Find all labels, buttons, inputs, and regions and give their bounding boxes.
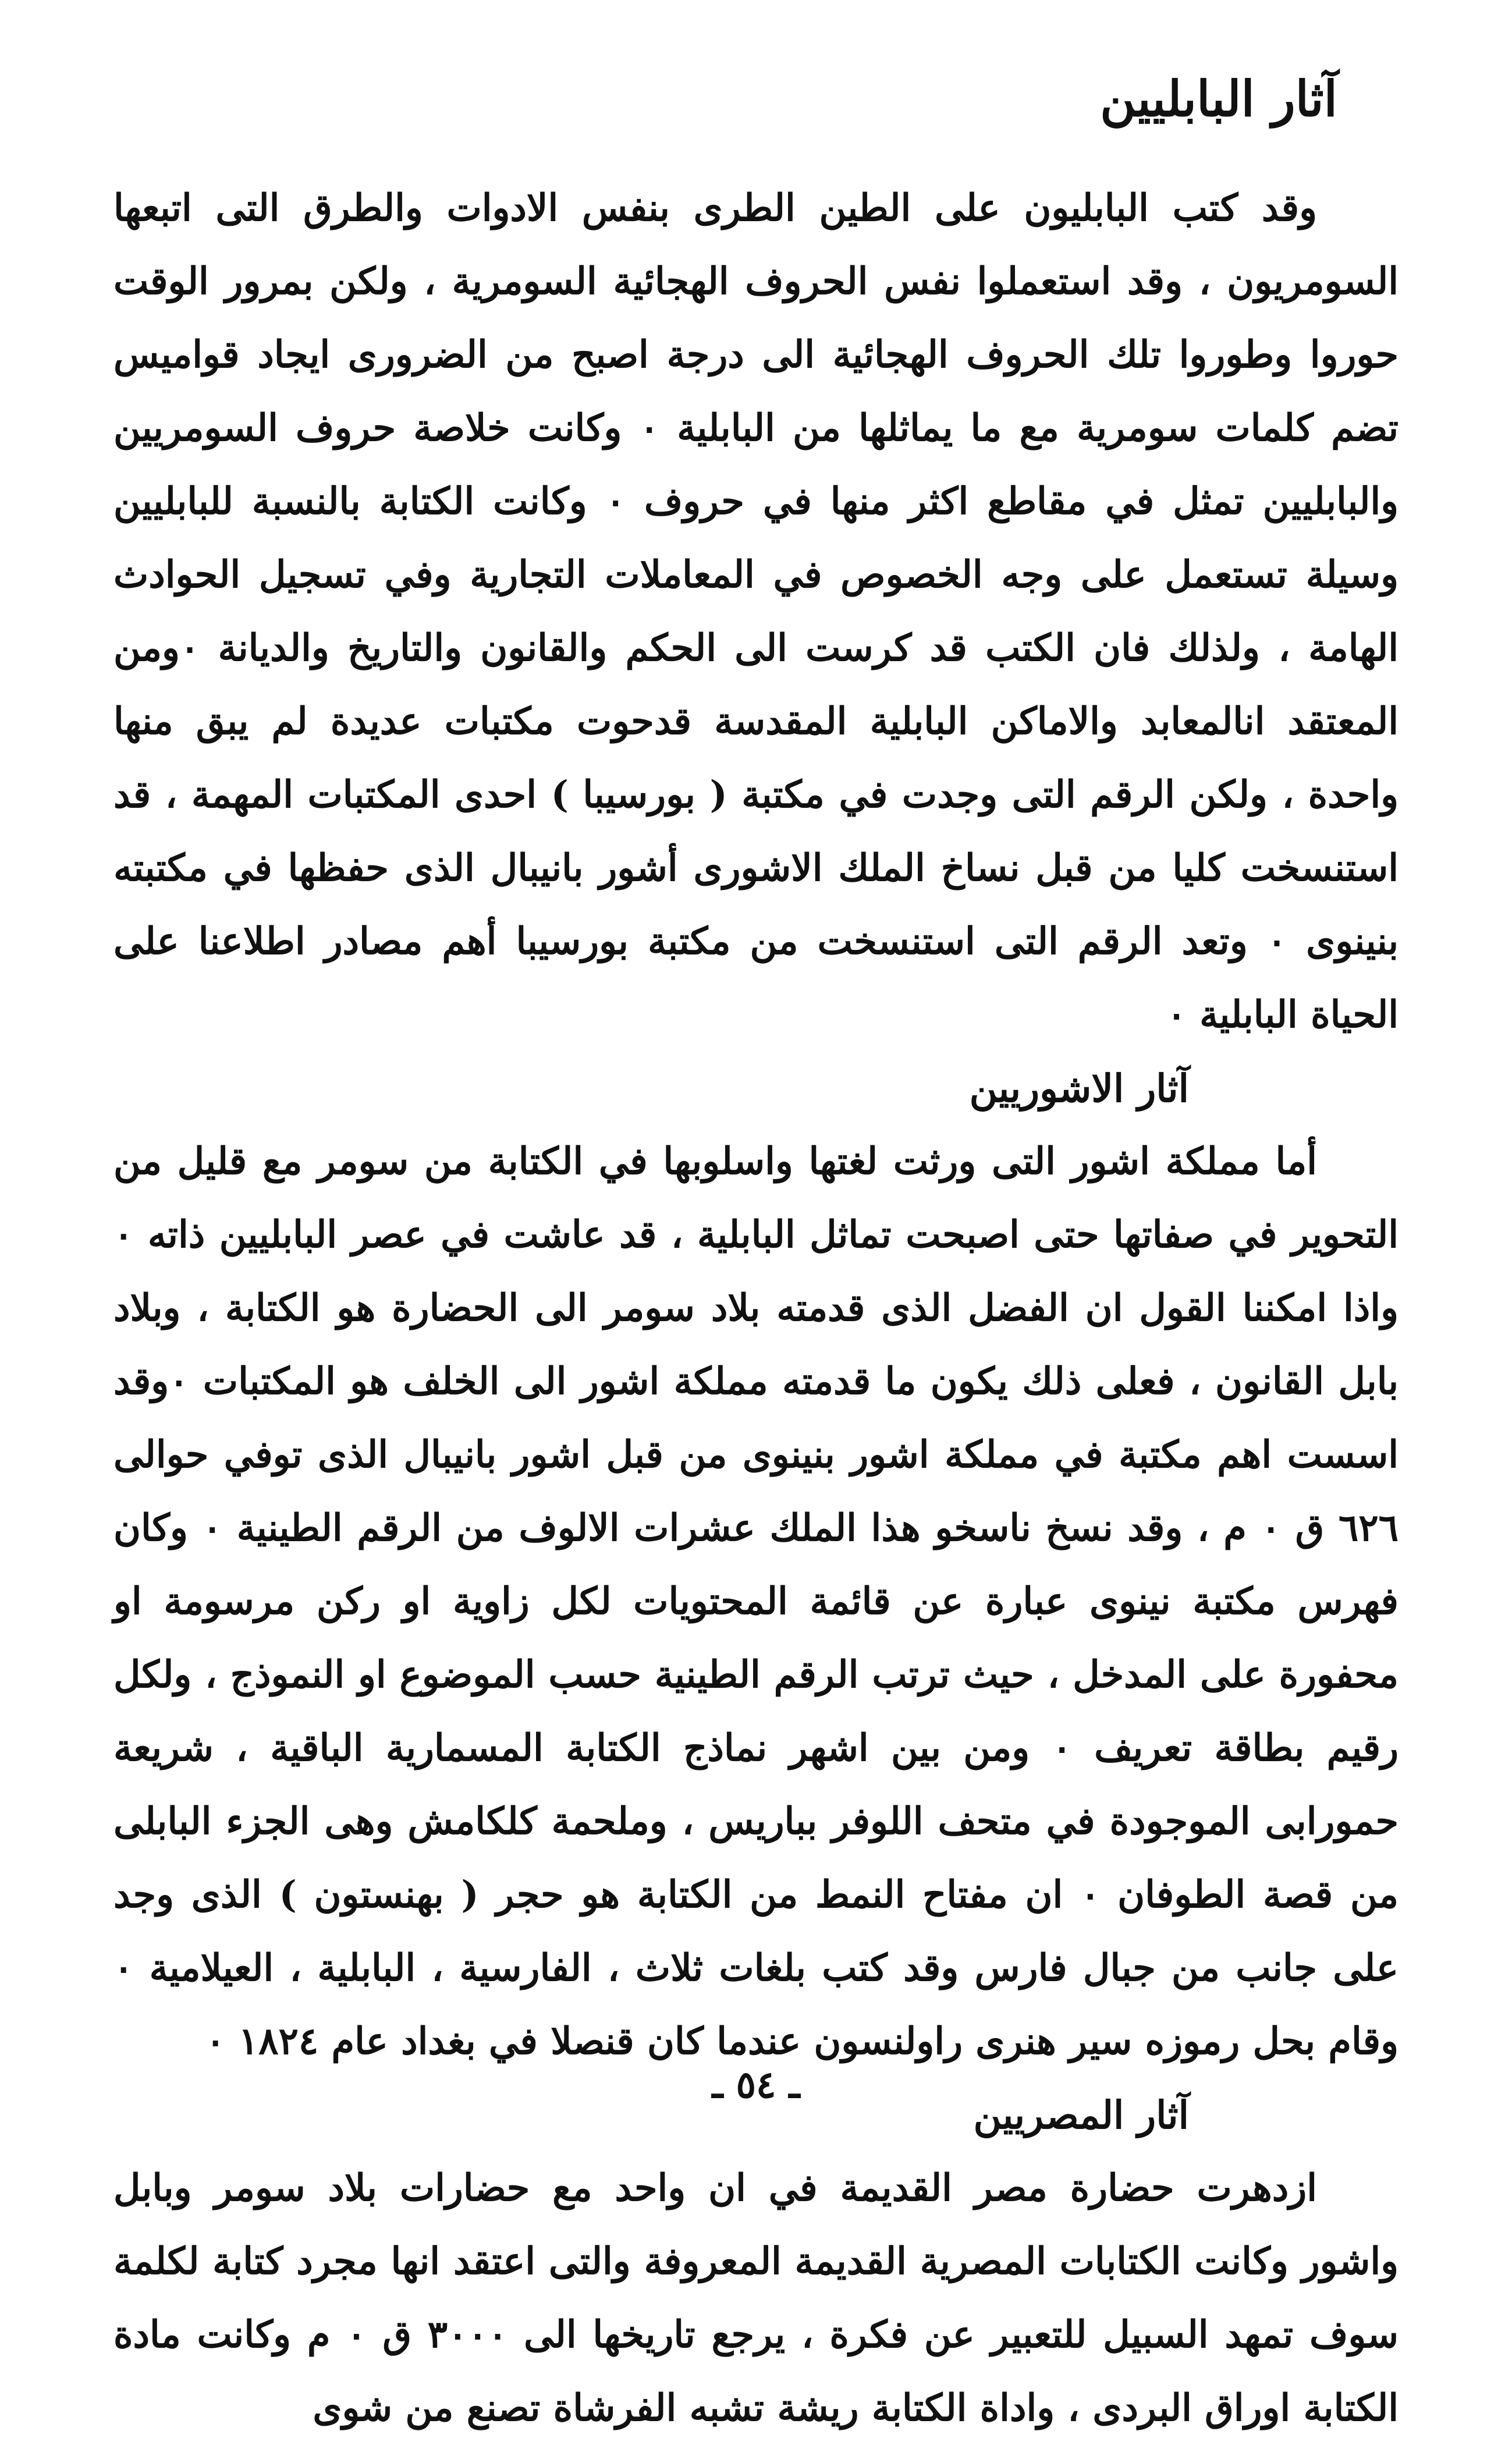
paragraph-egyptians: ازدهرت حضارة مصر القديمة في ان واحد مع حضارات بلاد سومر وبابل واشور وكانت الكتابات المصرية القديمة المعروفة والتى اعتقد انها مجرد كتابة لكلمة سوف تمهد السبيل للتعبير عن فكرة ، يرجع تاريخها الى ٣٠٠٠ ق ٠ م وكانت مادة الكتابة اوراق البردى ، واداة الكتابة ريشة تشبه الفرشاة تصنع من شوى — [113, 2166, 1399, 2430]
running-head: آثار البابليين — [1100, 70, 1337, 127]
page-number: ـ ٥٤ ـ — [712, 2063, 800, 2107]
section-heading-assyrians: آثار الاشوريين — [969, 1066, 1189, 1111]
paragraph-assyrians: أما مملكة اشور التى ورثت لغتها واسلوبها في الكتابة من سومر مع قليل من التحوير في صفاتها حتى اصبحت تماثل البابلية ، قد عاشت في عصر البابليين ذاته ٠ واذا امكننا القول ان الفضل الذى قدمته بلاد سومر الى الحضارة هو الكتابة ، وبلاد بابل القانون ، فعلى ذلك يكون ما قدمته مملكة اشور الى الخلف هو المكتبات ٠وقد اسست اهم مكتبة في مملكة اشور بنينوى من قبل اشور بانيبال الذى توفي حوالى ٦٢٦ ق ٠ م ، وقد نسخ ناسخو هذا الملك عشرات الالوف من الرقم الطينية ٠ وكان فهرس مكتبة نينوى عبارة عن قائمة المحتويات لكل زاوية او ركن مرسومة او محفورة على المدخل ، حيث ترتب الرقم الطينية حسب الموضوع او النموذج ، ولكل رقيم بطاقة تعريف ٠ ومن بين اشهر نماذج الكتابة المسمارية الباقية ، شريعة حمورابى الموجودة في متحف اللوفر بباريس ، وملحمة كلكامش وهى الجزء البابلى من قصة الطوفان ٠ ان مفتاح النمط من الكتابة هو حجر ( بهنستون ) الذى وجد على جانب من جبال فارس وقد كتب بلغات ثلاث ، الفارسية ، البابلية ، العيلامية ٠ وقام بحل رموزه سير هنرى راولنسون عندما كان قنصلا في بغداد عام ١٨٢٤ ٠ — [113, 1140, 1399, 2063]
paragraph-babylonians: وقد كتب البابليون على الطين الطرى بنفس الادوات والطرق التى اتبعها السومريون ، وقد استعملوا نفس الحروف الهجائية السومرية ، ولكن بمرور الوقت حوروا وطوروا تلك الحروف الهجائية الى درجة اصبح من الضرورى ايجاد قواميس تضم كلمات سومرية مع ما يماثلها من البابلية ٠ وكانت خلاصة حروف السومريين والبابليين تمثل في مقاطع اكثر منها في حروف ٠ وكانت الكتابة بالنسبة للبابليين وسيلة تستعمل على وجه الخصوص في المعاملات التجارية وفي تسجيل الحوادث الهامة ، ولذلك فان الكتب قد كرست الى الحكم والقانون والتاريخ والديانة ٠ومن المعتقد انالمعابد والاماكن البابلية المقدسة قدحوت مكتبات عديدة لم يبق منها واحدة ، ولكن الرقم التى وجدت في مكتبة ( بورسيبا ) احدى المكتبات المهمة ، قد استنسخت كليا من قبل نساخ الملك الاشورى أشور بانيبال الذى حفظها في مكتبته بنينوى ٠ وتعد الرقم التى استنسخت من مكتبة بورسيبا أهم مصادر اطلاعنا على الحياة البابلية ٠ — [113, 186, 1399, 1037]
section-heading-egyptians: آثار المصريين — [973, 2092, 1189, 2138]
